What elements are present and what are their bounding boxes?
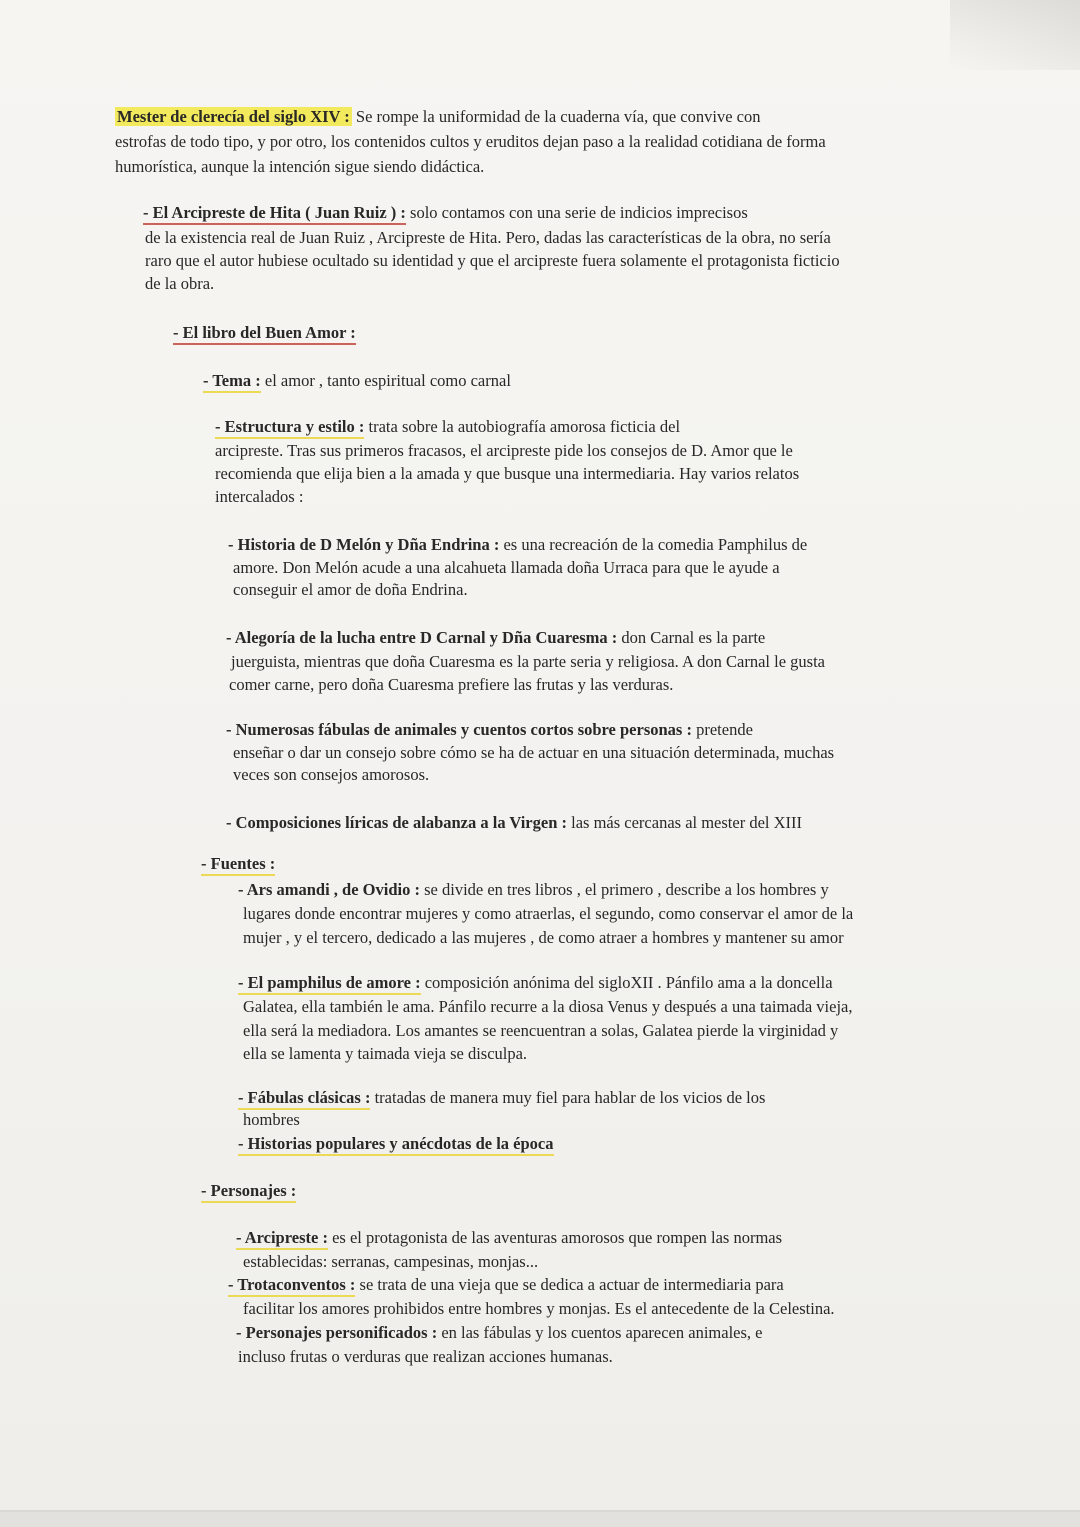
relato-2-line-2: juerguista, mientras que doña Cuaresma es la parte seria y religiosa. A don Carnal le gusta (231, 652, 825, 671)
tema-label: - Tema : (203, 371, 261, 393)
relato-1-line-2: amore. Don Melón acude a una alcahueta llamada doña Urraca para que le ayude a (233, 558, 780, 577)
relato-3-label: - Numerosas fábulas de animales y cuentos cortos sobre personas : (226, 720, 692, 739)
intro-line-1 (115, 106, 760, 128)
fuente-1-line-1: - Ars amandi , de Ovidio : se divide en tres libros , el primero , describe a los hombres y (238, 880, 829, 899)
relato-1-line-3: conseguir el amor de doña Endrina. (233, 580, 468, 599)
fuente-3-label: - Fábulas clásicas : (238, 1088, 370, 1110)
fuente-3-line-2: hombres (243, 1110, 300, 1129)
estructura-label: - Estructura y estilo : (215, 417, 364, 439)
fuente-1-label: - Ars amandi , de Ovidio : (238, 880, 420, 899)
fuente-2-line-2: Galatea, ella también le ama. Pánfilo recurre a la diosa Venus y después a una taimada vieja, (243, 997, 853, 1016)
estructura-line-1: - Estructura y estilo : trata sobre la autobiografía amorosa ficticia del (215, 416, 680, 438)
relato-2-label: - Alegoría de la lucha entre D Carnal y Dña Cuaresma : (226, 628, 618, 647)
estructura-line-3: recomienda que elija bien a la amada y que busque una intermediaria. Hay varios relatos (215, 464, 800, 483)
personajes-heading: - Personajes : (201, 1181, 296, 1203)
relato-4-label: - Composiciones líricas de alabanza a la Virgen : (226, 813, 567, 832)
libro-heading-line (173, 322, 356, 344)
relato-4-line: - Composiciones líricas de alabanza a la Virgen : las más cercanas al mester del XIII (226, 813, 803, 832)
personajes-heading-line (201, 1180, 296, 1202)
relato-2-line-3: comer carne, pero doña Cuaresma prefiere las frutas y las verduras. (229, 675, 674, 694)
arcipreste-line-2: de la existencia real de Juan Ruiz , Arcipreste de Hita. Pero, dadas las características de la obra, no sería (145, 228, 831, 247)
relato-3-line-3: veces son consejos amorosos. (233, 765, 430, 784)
intro-line-3: humorística, aunque la intención sigue siendo didáctica. (115, 157, 485, 176)
fuente-4-line (238, 1133, 554, 1155)
relato-1-label: - Historia de D Melón y Dña Endrina : (228, 535, 500, 554)
libro-heading: - El libro del Buen Amor : (173, 323, 356, 345)
fuentes-heading: - Fuentes : (201, 854, 275, 876)
fuente-3-line-1: - Fábulas clásicas : tratadas de manera muy fiel para hablar de los vicios de los (238, 1087, 765, 1109)
fuente-2-line-3: ella será la mediadora. Los amantes se reencuentran a solas, Galatea pierde la virginidad y (243, 1021, 839, 1040)
personaje-3-line-1: - Personajes personificados : en las fábulas y los cuentos aparecen animales, e (236, 1323, 763, 1342)
personaje-2-line-2: facilitar los amores prohibidos entre hombres y monjas. Es el antecedente de la Celestina. (243, 1299, 835, 1318)
personaje-2-line-1: - Trotaconventos : se trata de una vieja que se dedica a actuar de intermediaria para (228, 1274, 784, 1296)
personaje-1-label: - Arcipreste : (236, 1228, 328, 1250)
intro-text-1: Se rompe la uniformidad de la cuaderna vía, que convive con (355, 107, 761, 126)
personaje-3-line-2: incluso frutas o verduras que realizan acciones humanas. (238, 1347, 613, 1366)
arcipreste-line-3: raro que el autor hubiese ocultado su identidad y que el arcipreste fuera solamente el protagonista ficticio (145, 251, 840, 270)
fuente-2-label: - El pamphilus de amore : (238, 973, 421, 995)
personaje-1-line-1: - Arcipreste : es el protagonista de las aventuras amorosos que rompen las normas (236, 1227, 782, 1249)
relato-1-line-1: - Historia de D Melón y Dña Endrina : es una recreación de la comedia Pamphilus de (228, 535, 808, 554)
relato-3-line-1: - Numerosas fábulas de animales y cuentos cortos sobre personas : pretende (226, 720, 753, 739)
personaje-3-label: - Personajes personificados : (236, 1323, 438, 1342)
fuente-1-line-2: lugares donde encontrar mujeres y como atraerlas, el segundo, como conservar el amor de la (243, 904, 854, 923)
arcipreste-line-1: - El Arcipreste de Hita ( Juan Ruiz ) : solo contamos con una serie de indicios imprecisos (143, 202, 748, 224)
fuente-4-label: - Historias populares y anécdotas de la época (238, 1134, 554, 1156)
estructura-line-2: arcipreste. Tras sus primeros fracasos, el arcipreste pide los consejos de D. Amor que le (215, 441, 793, 460)
fuentes-heading-line (201, 853, 275, 875)
estructura-line-4: intercalados : (215, 487, 304, 506)
arcipreste-heading: - El Arcipreste de Hita ( Juan Ruiz ) : (143, 203, 406, 225)
arcipreste-line-4: de la obra. (145, 274, 215, 293)
fuente-2-line-1: - El pamphilus de amore : composición anónima del sigloXII . Pánfilo ama a la doncella (238, 972, 833, 994)
section-title: Mester de clerecía del siglo XIV : (117, 107, 350, 126)
fuente-2-line-4: ella se lamenta y taimada vieja se disculpa. (243, 1044, 528, 1063)
page-corner-fold (950, 0, 1080, 70)
relato-3-line-2: enseñar o dar un consejo sobre cómo se ha de actuar en una situación determinada, muchas (233, 743, 835, 762)
personaje-1-line-2: establecidas: serranas, campesinas, monjas... (243, 1252, 539, 1271)
fuente-1-line-3: mujer , y el tercero, dedicado a las mujeres , de como atraer a hombres y mantener su amor (243, 928, 844, 947)
relato-2-line-1: - Alegoría de la lucha entre D Carnal y Dña Cuaresma : don Carnal es la parte (226, 628, 766, 647)
page-bottom-edge (0, 1512, 1080, 1527)
intro-line-2: estrofas de todo tipo, y por otro, los contenidos cultos y eruditos dejan paso a la realidad cotidiana de forma (115, 132, 826, 151)
tema-line: - Tema : el amor , tanto espiritual como carnal (203, 370, 511, 392)
personaje-2-label: - Trotaconventos : (228, 1275, 355, 1297)
